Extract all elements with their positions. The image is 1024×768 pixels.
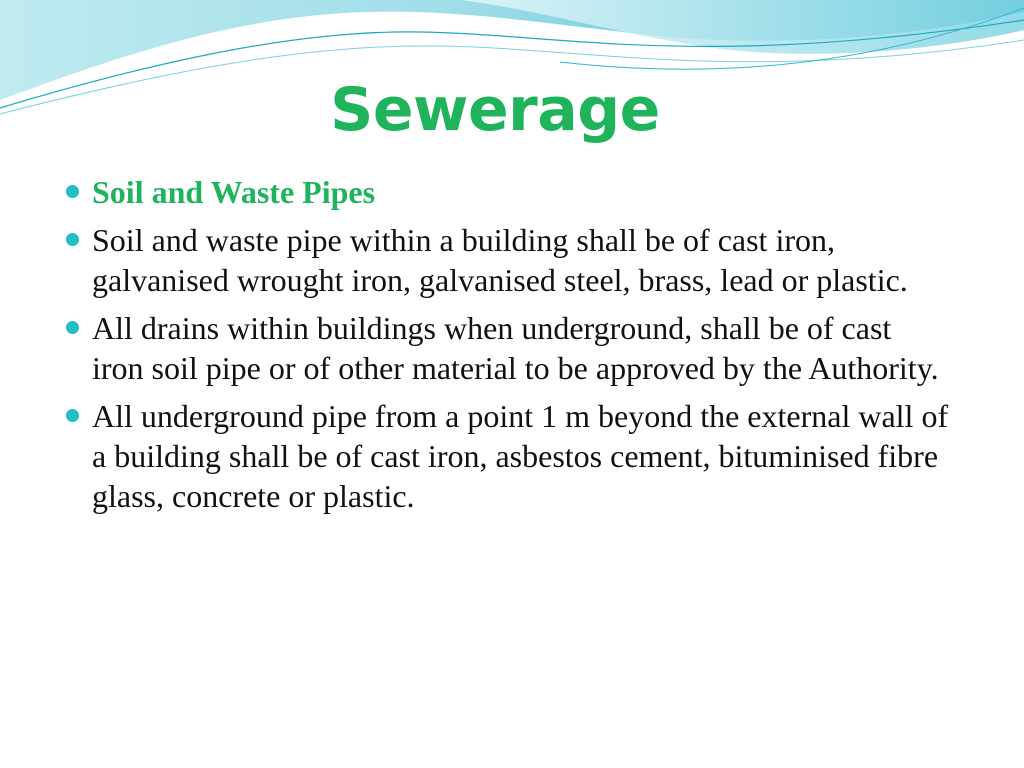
bullet-marker-icon	[66, 233, 79, 246]
slide-title: Sewerage	[330, 75, 660, 145]
bullet-list	[60, 172, 950, 524]
bullet-marker-icon	[66, 321, 79, 334]
bullet-text: All underground pipe from a point 1 m beyond the external wall of a building shall be of cast iron, asbestos cement, bituminised fibre glass, concrete or plastic.	[92, 398, 949, 514]
bullet-item	[60, 308, 950, 388]
bullet-marker-icon	[66, 409, 79, 422]
bullet-text: Soil and Waste Pipes	[92, 174, 376, 210]
bullet-item	[60, 396, 950, 516]
bullet-text: Soil and waste pipe within a building shall be of cast iron, galvanised wrought iron, galvanised steel, brass, lead or plastic.	[92, 222, 908, 298]
bullet-text: All drains within buildings when underground, shall be of cast iron soil pipe or of other material to be approved by the Authority.	[92, 310, 939, 386]
bullet-marker-icon	[66, 185, 79, 198]
bullet-item-heading	[60, 172, 950, 212]
bullet-item	[60, 220, 950, 300]
